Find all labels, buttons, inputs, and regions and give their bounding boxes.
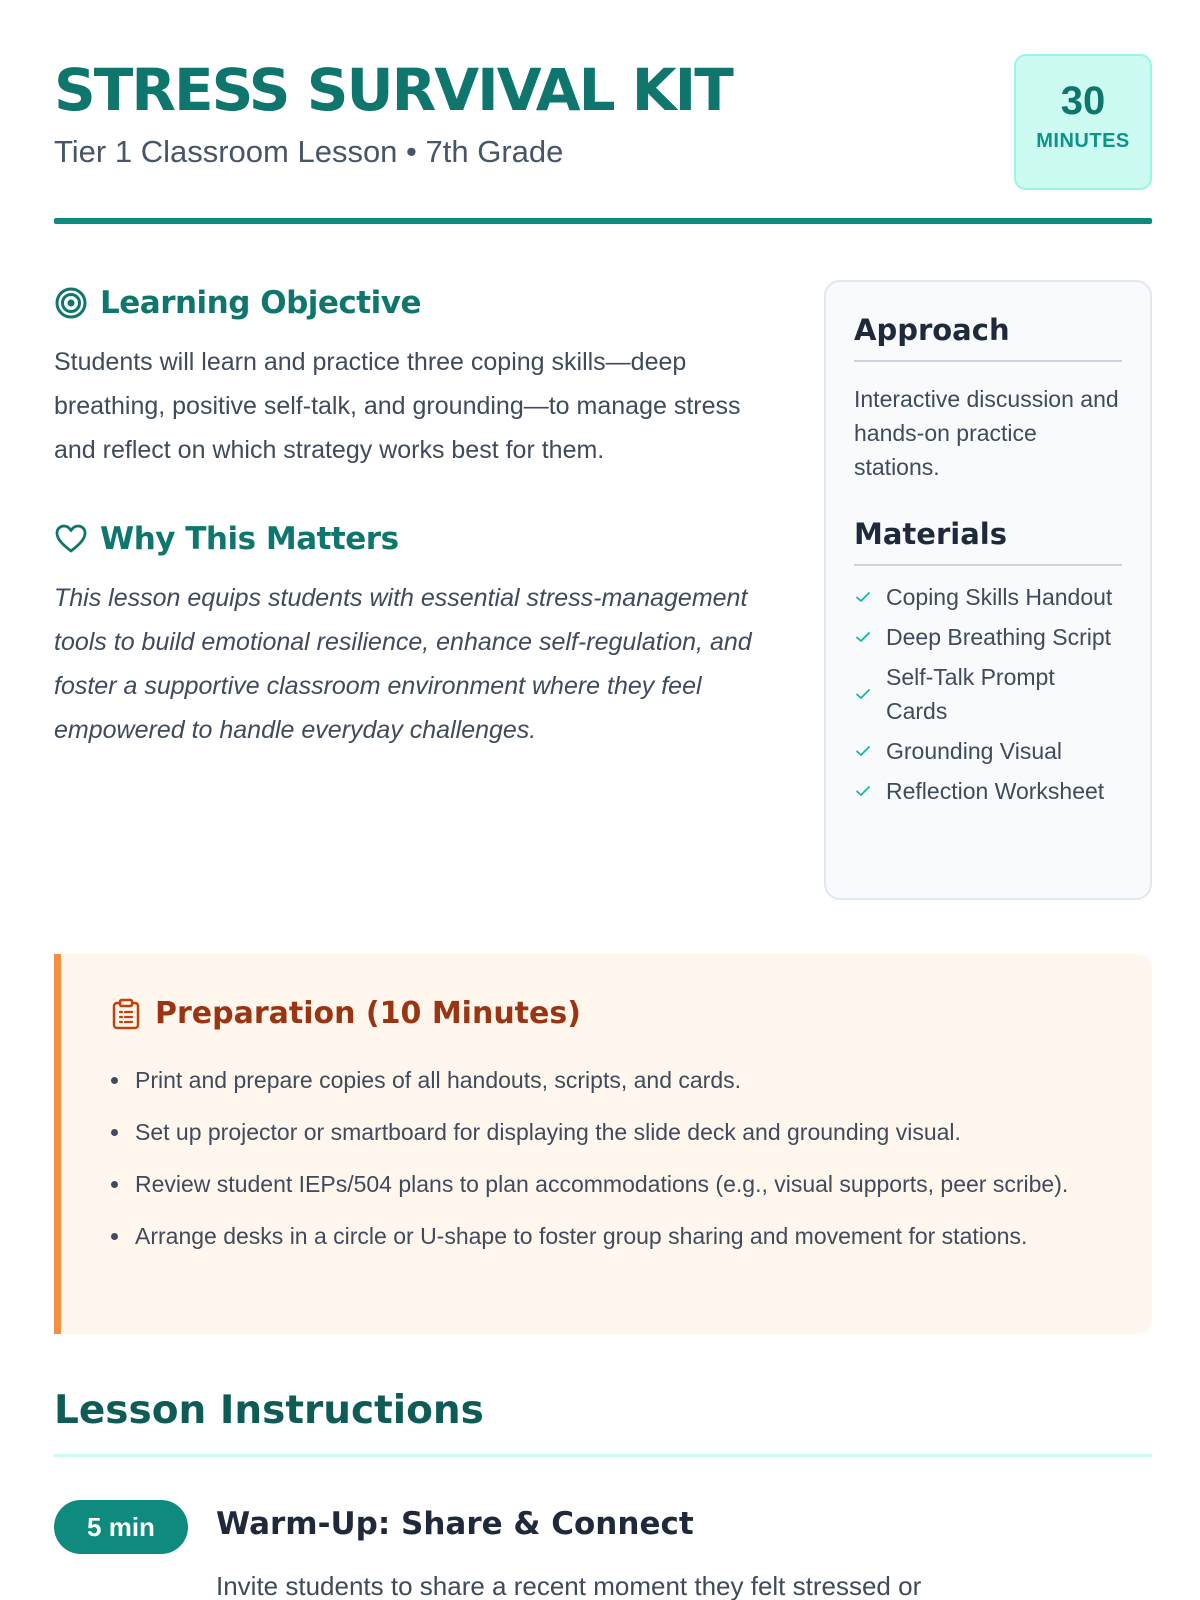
duration-label: MINUTES bbox=[1036, 130, 1130, 152]
material-label: Grounding Visual bbox=[886, 738, 1063, 764]
why-title: Why This Matters bbox=[100, 521, 399, 557]
materials-title: Materials bbox=[854, 517, 1007, 551]
objective-text: Students will learn and practice three coping skills—deep breathing, positive self-talk, and grounding—to manage stress and reflect on which strategy works best for them. bbox=[54, 348, 741, 464]
why-text: This lesson equips students with essential stress-management tools to build emotional resilience, enhance self-regulation, and foster a supportive classroom environment where they feel empowered to handle everyday challenges. bbox=[54, 584, 752, 744]
page-subtitle: Tier 1 Classroom Lesson • 7th Grade bbox=[54, 134, 564, 169]
lesson-divider bbox=[54, 1454, 1152, 1457]
preparation-section bbox=[54, 954, 1152, 1334]
header-divider bbox=[54, 218, 1152, 224]
approach-text: Interactive discussion and hands-on practice stations. bbox=[854, 386, 1119, 480]
preparation-title: Preparation (10 Minutes) bbox=[155, 996, 581, 1031]
approach-card bbox=[824, 280, 1152, 900]
page-title: STRESS SURVIVAL KIT bbox=[54, 56, 732, 124]
duration-value: 30 bbox=[1060, 79, 1106, 123]
approach-title: Approach bbox=[854, 313, 1010, 347]
step-title: Warm-Up: Share & Connect bbox=[216, 1506, 694, 1542]
check-icon bbox=[854, 628, 872, 646]
check-icon bbox=[854, 685, 872, 703]
material-item bbox=[854, 580, 1122, 614]
why-heading bbox=[54, 518, 774, 560]
preparation-item: Review student IEPs/504 plans to plan accommodations (e.g., visual supports, peer scribe). bbox=[111, 1166, 1121, 1202]
preparation-item: Set up projector or smartboard for displaying the slide deck and grounding visual. bbox=[111, 1114, 1121, 1150]
main-column bbox=[54, 282, 774, 752]
preparation-item: Arrange desks in a circle or U-shape to foster group sharing and movement for stations. bbox=[111, 1218, 1121, 1254]
lesson-instructions-title: Lesson Instructions bbox=[54, 1388, 484, 1433]
approach-divider bbox=[854, 360, 1122, 362]
materials-divider bbox=[854, 564, 1122, 566]
duration-badge bbox=[1014, 54, 1152, 190]
preparation-item: Print and prepare copies of all handouts, scripts, and cards. bbox=[111, 1062, 1121, 1098]
material-label: Reflection Worksheet bbox=[886, 778, 1105, 804]
step-duration-badge: 5 min bbox=[54, 1500, 188, 1554]
target-icon bbox=[54, 286, 88, 320]
materials-list bbox=[854, 580, 1122, 808]
objective-title: Learning Objective bbox=[100, 285, 421, 321]
material-item bbox=[854, 774, 1122, 808]
material-label: Self-Talk Prompt Cards bbox=[886, 664, 1055, 724]
heart-icon bbox=[54, 522, 88, 556]
preparation-list bbox=[111, 1062, 1121, 1270]
material-item bbox=[854, 660, 1122, 728]
clipboard-icon bbox=[111, 998, 141, 1030]
material-item bbox=[854, 734, 1122, 768]
preparation-heading bbox=[111, 996, 581, 1031]
check-icon bbox=[854, 782, 872, 800]
material-label: Deep Breathing Script bbox=[886, 624, 1112, 650]
check-icon bbox=[854, 742, 872, 760]
objective-heading bbox=[54, 282, 774, 324]
material-item bbox=[854, 620, 1122, 654]
step-description: Invite students to share a recent moment they felt stressed or bbox=[216, 1571, 922, 1600]
page-header bbox=[54, 52, 1152, 224]
material-label: Coping Skills Handout bbox=[886, 584, 1113, 610]
check-icon bbox=[854, 588, 872, 606]
